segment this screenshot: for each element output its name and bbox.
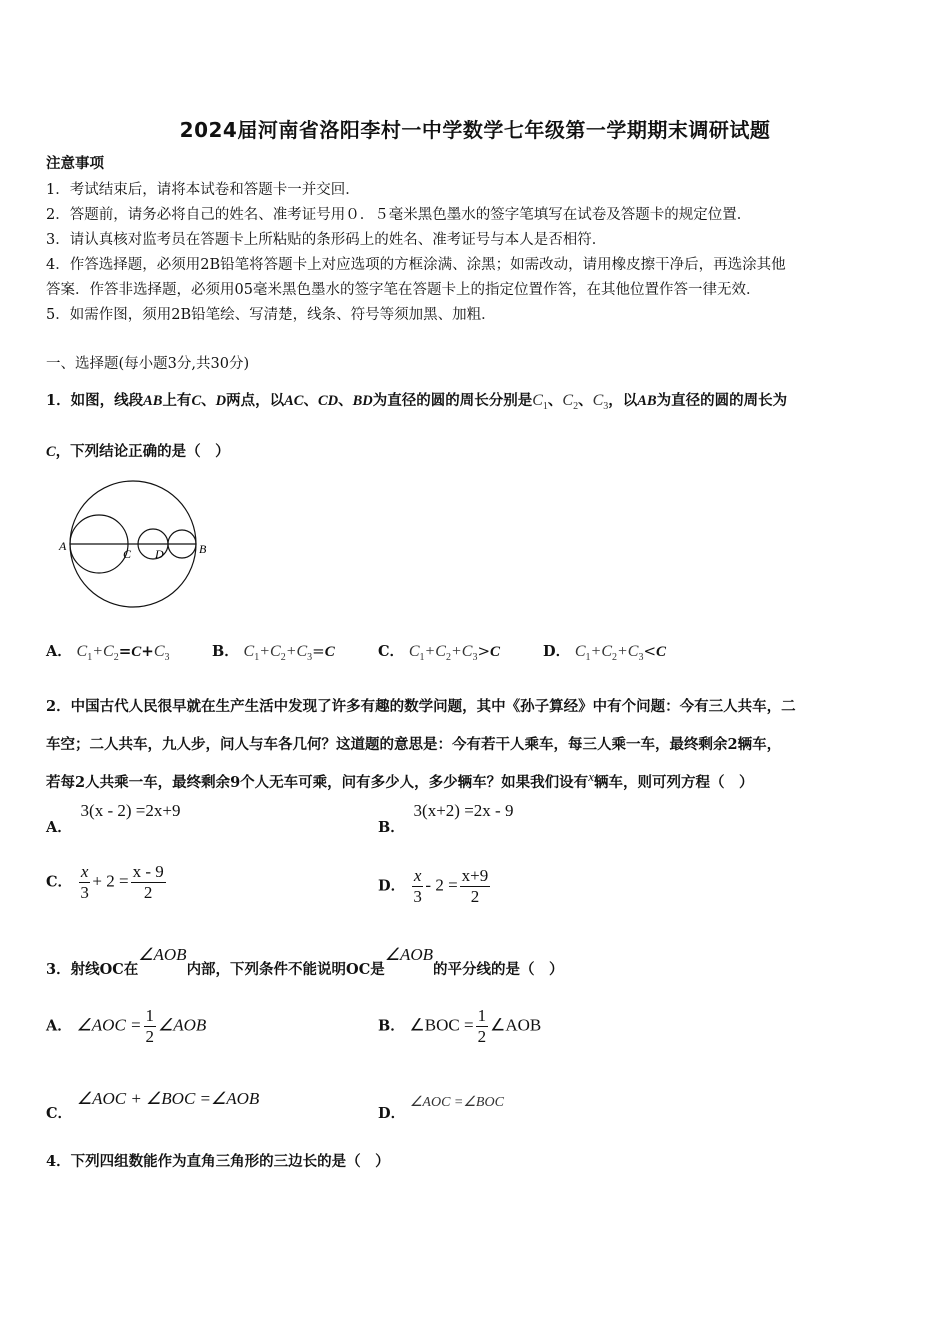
notice-item: 4．作答选择题，必须用2B铅笔将答题卡上对应选项的方框涂满、涂黑；如需改动，请用橡皮擦干净后，再选涂其他	[46, 257, 786, 273]
notice-item: 2．答题前，请务必将自己的姓名、准考证号用０．５毫米黑色墨水的签字笔填写在试卷及答题卡的规定位置．	[46, 207, 752, 223]
question-2-line-2: 车空；二人共车，九人步，问人与车各几何？这道题的意思是：今有若干人乘车，每三人乘一车，最终剩余2辆车，	[46, 736, 782, 753]
question-1-line-2: C，下列结论正确的是（ ）	[46, 443, 230, 460]
q1-option-b[interactable]: B． $C_1+C_2+C_3=C$	[212, 642, 335, 664]
q1-option-c[interactable]: C． $C_1+C_2+C_3>C$	[378, 642, 501, 664]
notice-heading: 注意事项	[46, 155, 104, 172]
notice-item: 答案．作答非选择题，必须用05毫米黑色墨水的签字笔在答题卡上的指定位置作答，在其他位置作答一律无效．	[46, 282, 761, 298]
question-2-line-1: 2．中国古代人民很早就在生产生活中发现了许多有趣的数学问题，其中《孙子算经》中有个问题：今有三人共车，二	[46, 698, 796, 715]
circles-figure	[55, 478, 225, 613]
q2-option-d[interactable]: D． $\frac{x}{3}$ - 2 = $\frac{x+9}{2}$	[378, 866, 489, 906]
question-1-line-1: 1．如图，线段AB上有C、D两点，以AC、CD、BD为直径的圆的周长分别是$C_1$、$C_2$、$C_3$，以AB为直径的圆的周长为	[46, 392, 788, 413]
label-b: B	[199, 542, 207, 556]
section-heading: 一、选择题(每小题3分,共30分)	[46, 356, 250, 372]
notice-item: 5．如需作图，须用2B铅笔绘、写清楚，线条、符号等须加黑、加粗．	[46, 307, 496, 323]
q1-option-a[interactable]: A． $C_1+C_2=C+C_3$	[46, 642, 170, 664]
label-d: D	[155, 547, 164, 561]
page-title: 2024届河南省洛阳李村一中学数学七年级第一学期期末调研试题	[179, 118, 771, 142]
question-3: 3．射线OC在∠AOB内部，下列条件不能说明OC是∠AOB的平分线的是（ ）	[46, 945, 564, 978]
q2-option-a[interactable]: A． 3(x - 2) =2x+9	[46, 801, 181, 836]
notice-item: 1．考试结束后，请将本试卷和答题卡一并交回．	[46, 182, 360, 198]
q3-option-a[interactable]: A． ∠AOC = $\frac{1}{2}$ ∠AOB	[46, 1006, 207, 1046]
q2-option-b[interactable]: B． 3(x+2) =2x - 9	[378, 801, 514, 836]
q3-option-d[interactable]: D． ∠AOC =∠BOC	[378, 1095, 504, 1122]
q3-option-c[interactable]: C． ∠AOC + ∠BOC =∠AOB	[46, 1089, 260, 1122]
q2-option-c[interactable]: C． $\frac{x}{3}$ + 2 = $\frac{x - 9}{2}$	[46, 862, 164, 902]
label-c: C	[123, 547, 132, 561]
q3-option-b[interactable]: B． ∠BOC = $\frac{1}{2}$ ∠AOB	[378, 1006, 542, 1046]
q1-option-d[interactable]: D． $C_1+C_2+C_3<C$	[543, 642, 667, 664]
question-4: 4．下列四组数能作为直角三角形的三边长的是（ ）	[46, 1153, 390, 1170]
notice-item: 3．请认真核对监考员在答题卡上所粘贴的条形码上的姓名、准考证号与本人是否相符．	[46, 232, 607, 248]
label-a: A	[59, 539, 67, 553]
question-2-line-3: 若每2人共乘一车，最终剩余9个人无车可乘，问有多少人，多少辆车？如果我们设有x辆车，则可列方程（ ）	[46, 769, 754, 791]
